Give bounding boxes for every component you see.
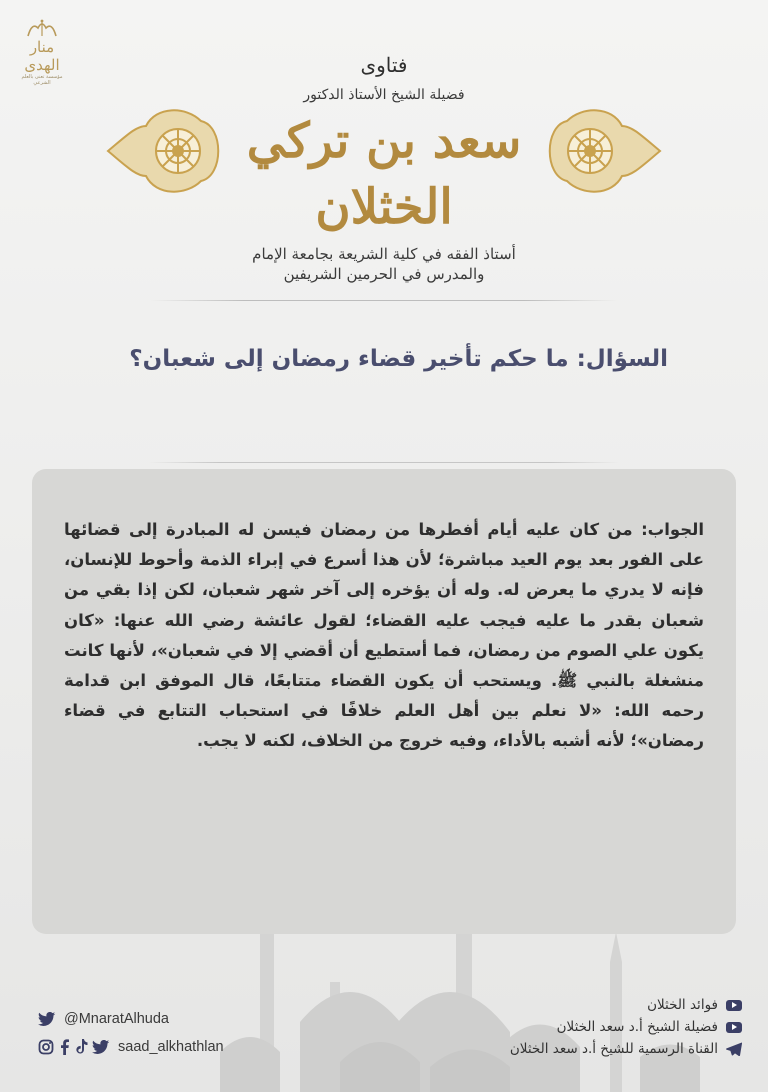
position-line-1: أستاذ الفقه في كلية الشريعة بجامعة الإمام <box>252 245 516 263</box>
logo <box>14 18 70 86</box>
question-heading: السؤال: ما حكم تأخير قضاء رمضان إلى شعبان؟ <box>129 346 668 372</box>
tiktok-icon[interactable] <box>74 1039 88 1055</box>
honorific: فضيلة الشيخ الأستاذ الدكتور <box>303 87 465 103</box>
channel-row-3[interactable] <box>510 1038 742 1060</box>
logo-tagline: مؤسسة تعنى بالعلم الشرعي <box>21 74 63 86</box>
answer-text: الجواب: من كان عليه أيام أفطرها من رمضان فيسن له المبادرة إلى قضائها على الفور بعد يوم العيد مباشرة؛ لأن هذا أسرع في إبراء الذمة وأحوط للإنسان، فإنه لا يدري ما يعرض له. وله أن يؤخره إلى آخر شهر شعبان، لكن إذا بقي من شعبان بقدر ما عليه فيجب عليه القضاء؛ لقول عائشة رضي الله عنها: «كان يكون علي الصوم من رمضان، فما أستطيع أن أقضي إلا في شعبان»، لأنها كانت منشغلة بالنبي ﷺ. ويستحب أن يكون القضاء متتابعًا، قال الموفق ابن قدامة رحمه الله: «لا نعلم بين أهل العلم خلافًا في استحباب التتابع في قضاء رمضان»؛ لأنه أشبه بالأداء، وفيه خروج من الخلاف، لكنه لا يجب. <box>64 520 704 751</box>
top-divider <box>150 300 618 301</box>
youtube-icon[interactable] <box>726 1022 742 1033</box>
logo-name: منار الهدى <box>24 38 60 74</box>
scholar-name: سعد بن تركي الخثلان <box>246 113 522 235</box>
twitter-icon-2[interactable] <box>92 1040 110 1055</box>
footer-social <box>38 1007 224 1063</box>
logo-emblem-icon <box>24 18 60 38</box>
header <box>200 52 568 284</box>
handle-saad-alkhathlan[interactable]: saad_alkhathlan <box>118 1039 224 1055</box>
footer-channels <box>510 994 742 1060</box>
youtube-icon[interactable] <box>726 1000 742 1011</box>
fatawa-title: فتاوى <box>360 53 408 77</box>
middle-divider <box>148 462 620 463</box>
facebook-icon[interactable] <box>58 1039 70 1055</box>
channel-row-2[interactable] <box>510 1016 742 1038</box>
footer-row-social <box>38 1035 224 1059</box>
answer-card <box>32 469 736 934</box>
instagram-icon[interactable] <box>38 1039 54 1055</box>
channel-official[interactable]: القناة الرسمية للشيخ أ.د سعد الخثلان <box>509 1041 718 1057</box>
handle-mnaratalhuda[interactable]: @MnaratAlhuda <box>64 1011 169 1027</box>
footer-row-twitter <box>38 1007 224 1031</box>
twitter-icon[interactable] <box>38 1012 56 1027</box>
position-line-2: والمدرس في الحرمين الشريفين <box>283 265 485 283</box>
channel-fawaid[interactable]: فوائد الخثلان <box>647 997 718 1013</box>
channel-sheikh[interactable]: فضيلة الشيخ أ.د سعد الخثلان <box>556 1019 718 1035</box>
channel-row-1[interactable] <box>510 994 742 1016</box>
telegram-icon[interactable] <box>726 1042 742 1056</box>
